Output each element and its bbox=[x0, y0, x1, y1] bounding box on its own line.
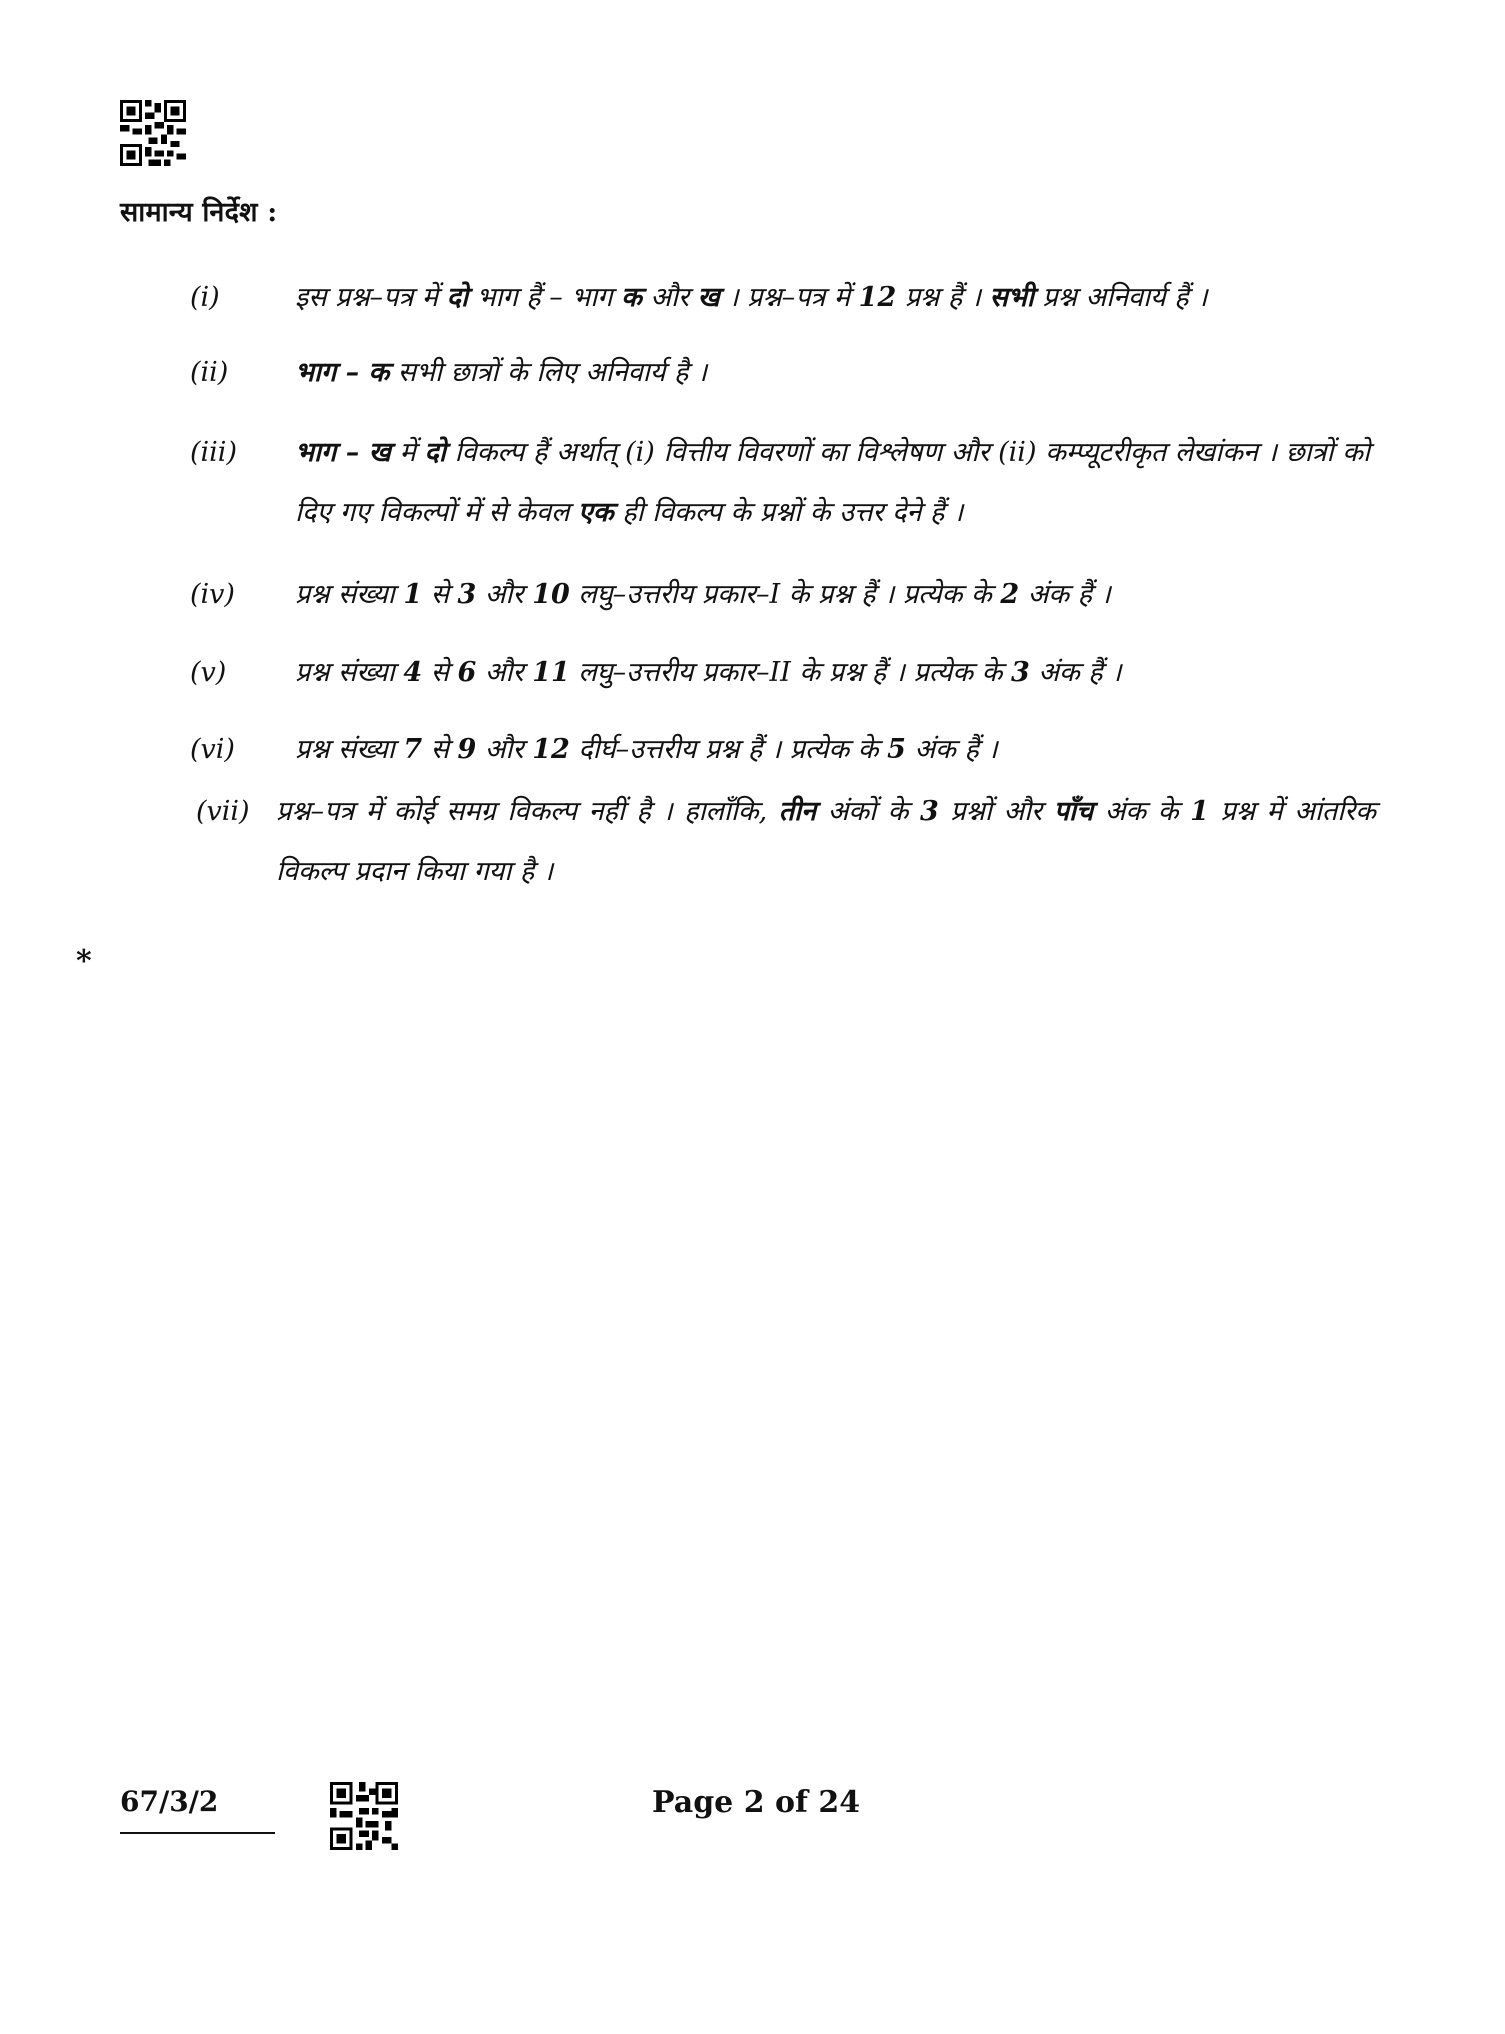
qr-code-icon bbox=[120, 100, 186, 166]
instruction-item bbox=[190, 720, 1370, 780]
instruction-text: प्रश्न संख्या 7 से 9 और 12 दीर्घ–उत्तरीय प्रश्न हैं । प्रत्येक के 5 अंक हैं । bbox=[295, 734, 998, 765]
instruction-number: (ii) bbox=[190, 357, 229, 388]
paper-code: 67/3/2 bbox=[120, 1785, 275, 1834]
general-instructions-heading: सामान्य निर्देश : bbox=[120, 197, 278, 228]
instruction-number: (v) bbox=[190, 657, 227, 688]
instruction-item bbox=[190, 268, 1370, 328]
instruction-item bbox=[190, 423, 1370, 543]
instruction-text: प्रश्न संख्या 4 से 6 और 11 लघु–उत्तरीय प्रकार–II के प्रश्न हैं । प्रत्येक के 3 अंक हैं । bbox=[295, 657, 1122, 688]
instruction-item bbox=[190, 565, 1370, 625]
instruction-text: भाग – ख में दो विकल्प हैं अर्थात् (i) वित्तीय विवरणों का विश्लेषण और (ii) कम्प्यूटरीकृत लेखांकन । छात्रों को दिए गए विकल्पों में से केवल एक ही विकल्प के प्रश्नों के उत्तर देने हैं । bbox=[295, 437, 1370, 528]
instruction-text: भाग – क सभी छात्रों के लिए अनिवार्य है । bbox=[295, 357, 708, 388]
instruction-number: (iii) bbox=[190, 437, 237, 468]
page-number: Page 2 of 24 bbox=[652, 1785, 861, 1820]
instruction-number: (i) bbox=[190, 282, 220, 313]
instruction-item bbox=[190, 343, 1370, 403]
instruction-item bbox=[196, 782, 1376, 902]
instruction-text: प्रश्न–पत्र में कोई समग्र विकल्प नहीं है । हालाँकि, तीन अंकों के 3 प्रश्नों और पाँच अंक के 1 प्रश्न में आंतरिक विकल्प प्रदान किया गया है । bbox=[276, 796, 1376, 887]
instruction-text: प्रश्न संख्या 1 से 3 और 10 लघु–उत्तरीय प्रकार–I के प्रश्न हैं । प्रत्येक के 2 अंक हैं । bbox=[295, 579, 1111, 610]
instruction-text: इस प्रश्न–पत्र में दो भाग हैं – भाग क और ख । प्रश्न–पत्र में 12 प्रश्न हैं । सभी प्रश्न अनिवार्य हैं । bbox=[295, 282, 1208, 313]
qr-code-icon bbox=[330, 1782, 398, 1850]
instruction-number: (iv) bbox=[190, 579, 235, 610]
instruction-item bbox=[190, 643, 1370, 703]
instruction-number: (vi) bbox=[190, 734, 235, 765]
star-mark: * bbox=[76, 944, 92, 979]
instruction-number: (vii) bbox=[196, 796, 250, 827]
